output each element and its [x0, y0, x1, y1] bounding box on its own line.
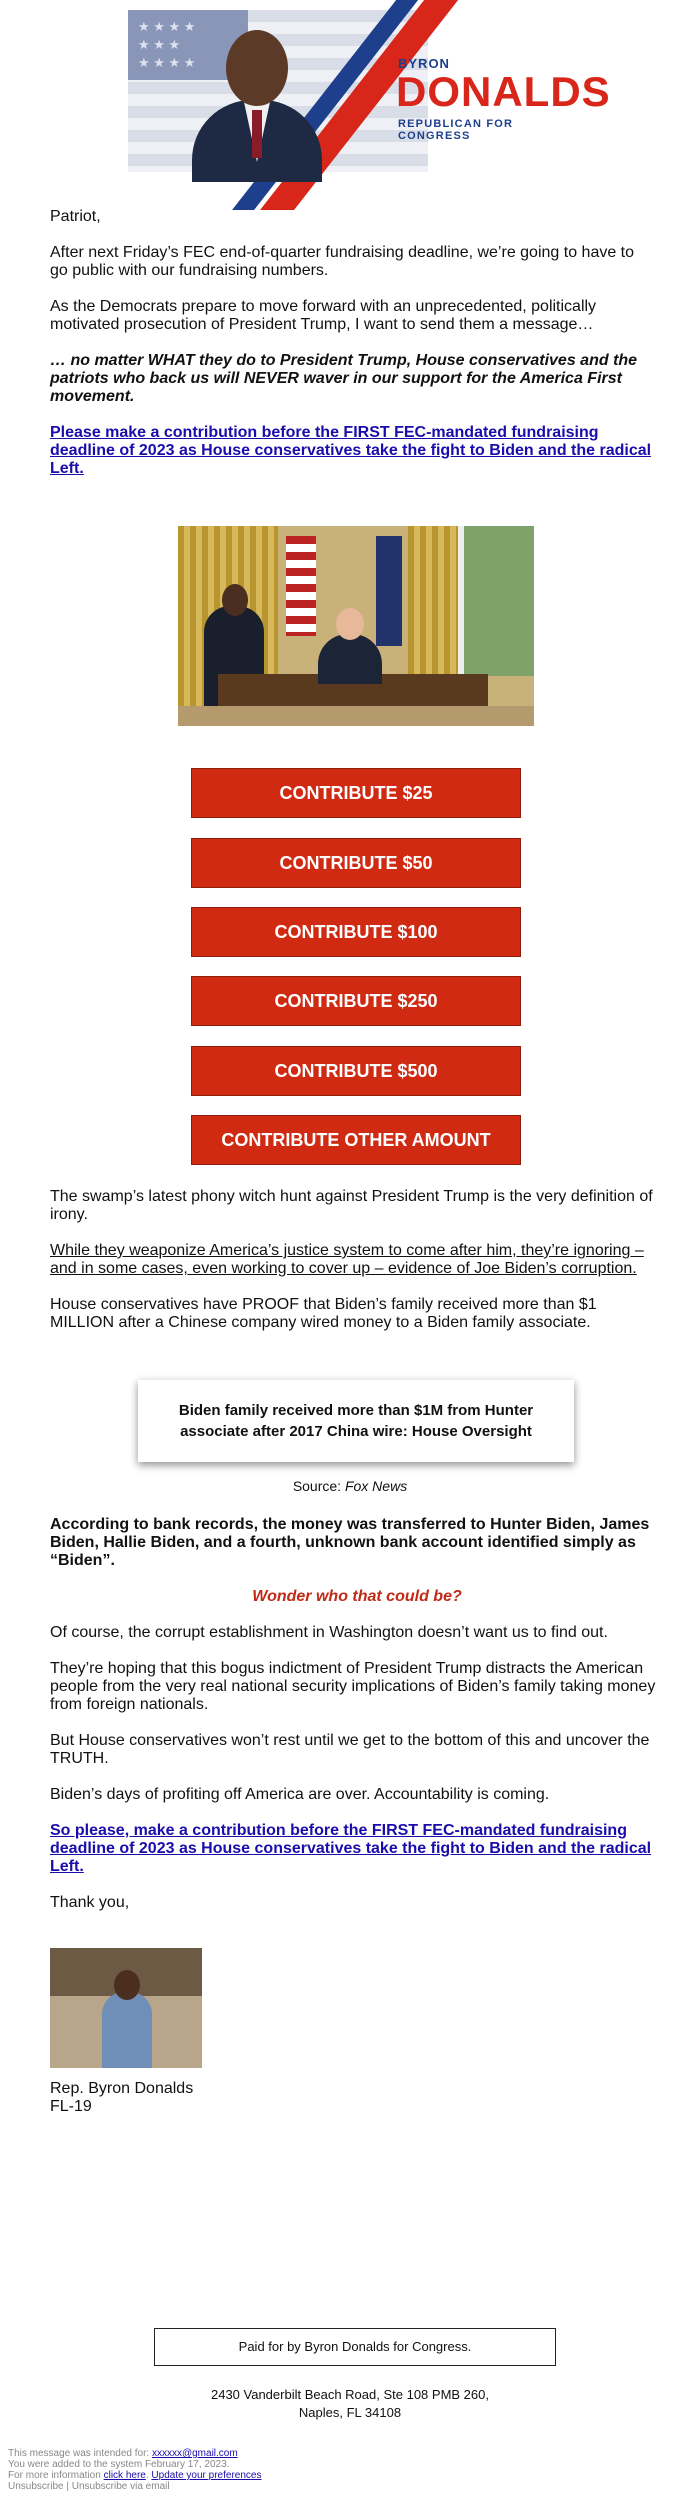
footer-pipe: |	[63, 2481, 72, 2492]
photo-seated-person-head	[336, 608, 364, 640]
header-banner	[128, 10, 611, 172]
body2-paragraph-4: Biden’s days of profiting off America are over. Accountability is coming.	[50, 1786, 550, 1803]
signature-photo	[50, 1948, 202, 2068]
footer-unsubscribe	[8, 2481, 261, 2492]
greeting: Patriot,	[50, 208, 101, 225]
logo-tagline: REPUBLICAN FOR CONGRESS	[398, 118, 514, 142]
contribute-250-button[interactable]: CONTRIBUTE $250	[191, 976, 521, 1026]
email-footer	[8, 2448, 261, 2492]
body2-paragraph-1: Of course, the corrupt establishment in Washington doesn’t want us to find out.	[50, 1624, 608, 1641]
logo-last-name: DONALDS	[396, 68, 611, 115]
contribute-100-button[interactable]: CONTRIBUTE $100	[191, 907, 521, 957]
unsubscribe-email-link[interactable]: Unsubscribe via email	[71, 2481, 170, 2492]
body2-paragraph-2: They’re hoping that this bogus indictment of President Trump distracts the American people from the very real national security implications of Biden’s family taking money from foreign nationals.	[50, 1660, 656, 1713]
click-here-link[interactable]: click here	[103, 2470, 146, 2481]
intro-paragraph-1: After next Friday’s FEC end-of-quarter fundraising deadline, we’re going to have to go public with our fundraising numbers.	[50, 244, 635, 279]
photo-standing-person-head	[222, 584, 248, 616]
news-headline: Biden family received more than $1M from Hunter associate after 2017 China wire: House Oversight	[178, 1402, 534, 1440]
intro-section	[50, 208, 656, 496]
address-line-2: Naples, FL 34108	[298, 2405, 402, 2420]
signature-photo-person	[102, 1992, 152, 2068]
update-preferences-link[interactable]: Update your preferences	[151, 2470, 262, 2481]
photo-rug	[178, 706, 534, 726]
logo-first-name: BYRON	[398, 56, 450, 71]
body-section-2	[50, 1516, 664, 1930]
footer-intended	[8, 2448, 261, 2459]
footer-more-label: For more information	[8, 2470, 104, 2481]
portrait-head	[226, 30, 288, 106]
news-source-name: Fox News	[344, 1478, 408, 1494]
oval-office-photo	[178, 526, 534, 726]
body-paragraph-2: While they weaponize America’s justice system to come after him, they’re ignoring – and in some cases, even working to cover up – evidence of Joe Biden’s corruption.	[50, 1242, 644, 1277]
body2-paragraph-3: But House conservatives won’t rest until we get to the bottom of this and uncover the TRUTH.	[50, 1732, 650, 1767]
footer-added: You were added to the system February 17, 2023.	[8, 2459, 230, 2470]
footer-separator: .	[145, 2470, 152, 2481]
signature-photo-head	[114, 1970, 140, 2000]
paid-for-disclaimer: Paid for by Byron Donalds for Congress.	[154, 2328, 556, 2366]
thank-you: Thank you,	[50, 1894, 130, 1911]
news-source	[0, 1478, 700, 1494]
news-headline-card	[138, 1380, 574, 1462]
intro-emphasis: … no matter WHAT they do to President Trump, House conservatives and the patriots who back us will NEVER waver in our support for the America First movement.	[50, 352, 638, 405]
wonder-question: Wonder who that could be?	[252, 1588, 462, 1605]
contribution-link-top[interactable]: Please make a contribution before the FIRST FEC-mandated fundraising deadline of 2023 as House conservatives take the fight to Biden and the radical Left.	[50, 424, 652, 477]
body-section	[50, 1188, 664, 1350]
signature-name: Rep. Byron Donalds	[50, 2080, 194, 2097]
footer-more-info	[8, 2470, 261, 2481]
address-line-1: 2430 Vanderbilt Beach Road, Ste 108 PMB 260,	[210, 2387, 489, 2402]
contribute-50-button[interactable]: CONTRIBUTE $50	[191, 838, 521, 888]
photo-window	[458, 526, 534, 676]
intro-paragraph-2: As the Democrats prepare to move forward with an unprecedented, politically motivated prosecution of President Trump, I want to send them a message…	[50, 298, 597, 333]
portrait-tie	[252, 110, 262, 158]
contribute-25-button[interactable]: CONTRIBUTE $25	[191, 768, 521, 818]
bank-records-paragraph: According to bank records, the money was transferred to Hunter Biden, James Biden, Hallie Biden, and a fourth, unknown bank account identified simply as “Biden”.	[50, 1516, 650, 1569]
unsubscribe-link[interactable]: Unsubscribe	[8, 2481, 64, 2492]
footer-email-link[interactable]: xxxxxx@gmail.com	[151, 2448, 238, 2459]
contribute-500-button[interactable]: CONTRIBUTE $500	[191, 1046, 521, 1096]
body-paragraph-3: House conservatives have PROOF that Biden’s family received more than $1 MILLION after a Chinese company wired money to a Biden family associate.	[50, 1296, 597, 1331]
footer-intended-label: This message was intended for:	[8, 2448, 152, 2459]
signature-block	[50, 2080, 193, 2116]
contribution-link-bottom[interactable]: So please, make a contribution before the FIRST FEC-mandated fundraising deadline of 2023 as House conservatives take the fight to Biden and the radical Left.	[50, 1822, 652, 1875]
photo-seated-person	[318, 634, 382, 684]
news-source-prefix: Source:	[292, 1478, 345, 1494]
signature-district: FL-19	[50, 2098, 92, 2115]
contribute-other-button[interactable]: CONTRIBUTE OTHER AMOUNT	[191, 1115, 521, 1165]
body-paragraph-1: The swamp’s latest phony witch hunt against President Trump is the very definition of irony.	[50, 1188, 653, 1223]
candidate-portrait	[186, 20, 326, 172]
photo-us-flag	[286, 536, 316, 636]
photo-presidential-flag	[376, 536, 402, 646]
mailing-address	[0, 2386, 700, 2422]
